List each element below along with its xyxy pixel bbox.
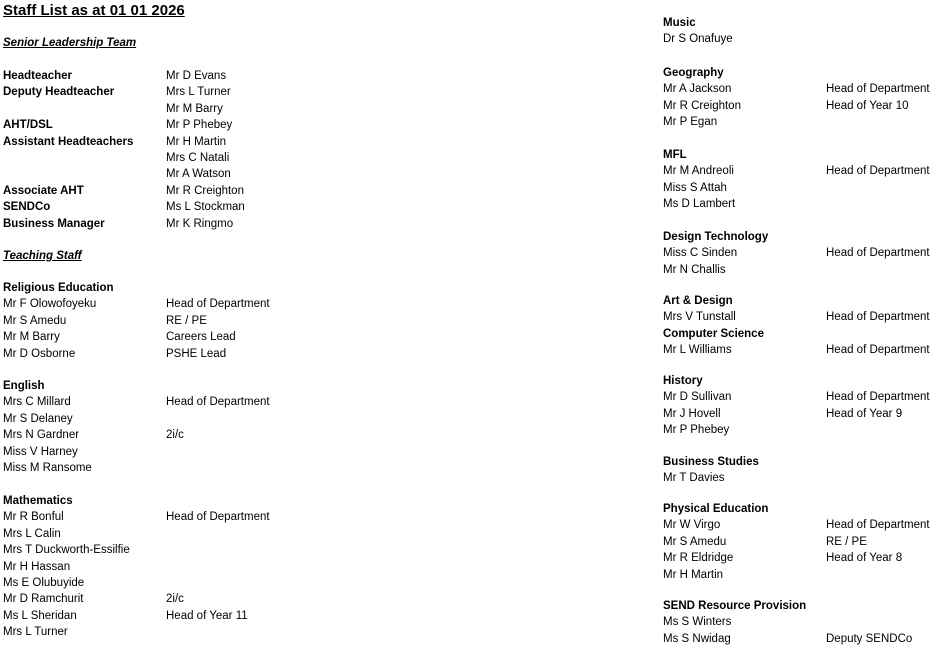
slt-name: Ms L Stockman bbox=[166, 201, 245, 214]
staff-name: Dr S Onafuye bbox=[663, 33, 733, 46]
staff-name: Miss S Attah bbox=[663, 181, 727, 194]
slt-role: Business Manager bbox=[3, 217, 105, 230]
staff-name: Mr D Ramchurit bbox=[3, 593, 84, 606]
staff-name: Mr R Creighton bbox=[663, 99, 741, 112]
staff-name: Miss V Harney bbox=[3, 445, 78, 458]
department-heading: Design Technology bbox=[663, 231, 769, 243]
staff-role: Careers Lead bbox=[166, 331, 236, 344]
slt-name: Mr R Creighton bbox=[166, 184, 244, 197]
slt-name: Mr A Watson bbox=[166, 168, 231, 181]
staff-role: Head of Department bbox=[166, 298, 270, 311]
staff-role: Head of Department bbox=[166, 511, 270, 524]
staff-role: Deputy SENDCo bbox=[826, 632, 913, 645]
staff-name: Mrs T Duckworth-Essilfie bbox=[3, 544, 130, 557]
section-heading-teaching-staff: Teaching Staff bbox=[3, 250, 82, 262]
staff-name: Mr H Martin bbox=[663, 568, 724, 581]
staff-role: Head of Department bbox=[826, 247, 930, 260]
staff-role: Head of Year 8 bbox=[826, 552, 903, 565]
department-heading: Art & Design bbox=[663, 295, 733, 307]
staff-name: Miss C Sinden bbox=[663, 247, 738, 260]
slt-name: Mr D Evans bbox=[166, 70, 227, 82]
page-title: Staff List as at 01 01 2026 bbox=[3, 2, 185, 19]
staff-name: Ms L Sheridan bbox=[3, 609, 77, 622]
slt-name: Mr P Phebey bbox=[166, 119, 233, 132]
staff-name: Mrs L Calin bbox=[3, 527, 61, 540]
slt-role: Headteacher bbox=[3, 70, 73, 82]
slt-role: Deputy Headteacher bbox=[3, 86, 115, 99]
staff-name: Mrs C Millard bbox=[3, 396, 71, 409]
slt-name: Mr K Ringmo bbox=[166, 217, 234, 230]
staff-name: Ms S Winters bbox=[663, 616, 732, 629]
staff-name: Mr M Barry bbox=[3, 331, 60, 344]
department-heading: English bbox=[3, 380, 45, 392]
staff-name: Mr F Olowofoyeku bbox=[3, 298, 97, 311]
staff-role: Head of Department bbox=[826, 519, 930, 532]
staff-name: Mr S Amedu bbox=[663, 535, 727, 548]
staff-role: 2i/c bbox=[166, 429, 184, 442]
staff-name: Mr A Jackson bbox=[663, 83, 732, 96]
slt-name: Mrs C Natali bbox=[166, 152, 230, 164]
department-heading: MFL bbox=[663, 149, 687, 161]
staff-role: Head of Department bbox=[826, 344, 930, 357]
staff-role: Head of Department bbox=[166, 396, 270, 409]
staff-name: Mr N Challis bbox=[663, 263, 726, 276]
staff-role: Head of Department bbox=[826, 83, 930, 96]
department-heading: Mathematics bbox=[3, 495, 73, 507]
staff-name: Mrs N Gardner bbox=[3, 429, 80, 442]
staff-role: PSHE Lead bbox=[166, 347, 227, 360]
department-heading: Geography bbox=[663, 67, 724, 79]
slt-role: Assistant Headteachers bbox=[3, 135, 134, 148]
staff-role: Head of Department bbox=[826, 165, 930, 178]
staff-name: Mr T Davies bbox=[663, 472, 725, 485]
staff-name: Ms D Lambert bbox=[663, 198, 736, 211]
slt-name: Mr H Martin bbox=[166, 135, 227, 148]
department-heading: Business Studies bbox=[663, 456, 759, 468]
staff-name: Mr S Amedu bbox=[3, 314, 67, 327]
staff-name: Mr R Eldridge bbox=[663, 552, 734, 565]
staff-role: Head of Department bbox=[826, 311, 930, 324]
staff-name: Mr L Williams bbox=[663, 344, 732, 357]
department-heading: History bbox=[663, 375, 703, 387]
staff-role: 2i/c bbox=[166, 593, 184, 606]
department-heading: SEND Resource Provision bbox=[663, 600, 807, 612]
slt-role: AHT/DSL bbox=[3, 119, 53, 132]
slt-role: SENDCo bbox=[3, 201, 51, 214]
staff-name: Miss M Ransome bbox=[3, 462, 92, 474]
staff-name: Ms S Nwidag bbox=[663, 632, 731, 645]
staff-role: Head of Year 10 bbox=[826, 99, 909, 112]
staff-role: Head of Department bbox=[826, 391, 930, 404]
staff-role: RE / PE bbox=[166, 314, 207, 327]
staff-name: Ms E Olubuyide bbox=[3, 577, 85, 589]
staff-role: Head of Year 11 bbox=[166, 609, 248, 622]
slt-name: Mrs L Turner bbox=[166, 86, 231, 99]
staff-name: Mr P Egan bbox=[663, 116, 718, 129]
staff-role: RE / PE bbox=[826, 535, 867, 548]
department-heading: Religious Education bbox=[3, 282, 114, 294]
staff-name: Mr M Andreoli bbox=[663, 165, 734, 178]
department-heading: Music bbox=[663, 17, 696, 29]
staff-name: Mr S Delaney bbox=[3, 412, 73, 425]
section-heading-senior-leadership: Senior Leadership Team bbox=[3, 37, 137, 49]
staff-name: Mr H Hassan bbox=[3, 560, 71, 573]
slt-name: Mr M Barry bbox=[166, 102, 223, 115]
department-heading: Computer Science bbox=[663, 328, 764, 340]
staff-name: Mr W Virgo bbox=[663, 519, 721, 532]
staff-role: Head of Year 9 bbox=[826, 407, 903, 420]
staff-name: Mr D Sullivan bbox=[663, 391, 732, 404]
staff-name: Mr R Bonful bbox=[3, 511, 64, 524]
staff-name: Mr D Osborne bbox=[3, 347, 76, 360]
slt-role: Associate AHT bbox=[3, 184, 84, 197]
staff-name: Mrs V Tunstall bbox=[663, 311, 736, 324]
staff-name: Mrs L Turner bbox=[3, 626, 68, 639]
staff-name: Mr J Hovell bbox=[663, 407, 721, 420]
department-heading: Physical Education bbox=[663, 503, 769, 515]
staff-name: Mr P Phebey bbox=[663, 424, 730, 437]
